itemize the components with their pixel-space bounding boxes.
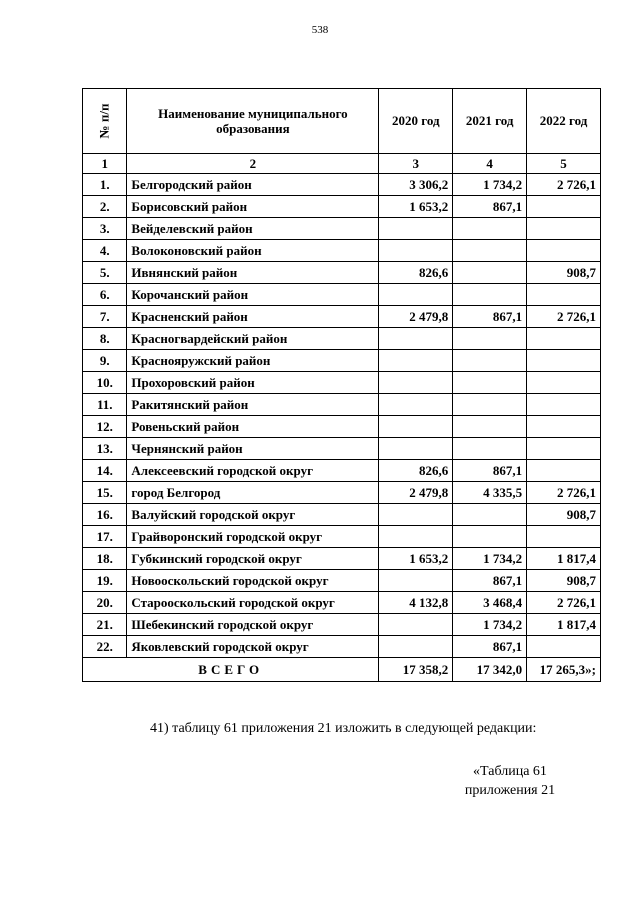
municipality-name: Валуйский городской округ: [127, 504, 379, 526]
row-number: 15.: [83, 482, 127, 504]
header-2020: 2020 год: [379, 89, 453, 154]
row-number: 3.: [83, 218, 127, 240]
value-2021: [453, 394, 527, 416]
value-2022: 2 726,1: [527, 592, 601, 614]
municipality-name: Ракитянский район: [127, 394, 379, 416]
row-number: 11.: [83, 394, 127, 416]
total-2022: 17 265,3»;: [527, 658, 601, 682]
header-num: [83, 89, 127, 154]
municipality-name: Ровеньский район: [127, 416, 379, 438]
value-2021: [453, 328, 527, 350]
value-2022: [527, 526, 601, 548]
row-number: 19.: [83, 570, 127, 592]
value-2022: [527, 460, 601, 482]
row-number: 7.: [83, 306, 127, 328]
value-2020: [379, 394, 453, 416]
table-caption: [440, 762, 580, 800]
table-row: [83, 306, 601, 328]
value-2022: 2 726,1: [527, 306, 601, 328]
table-row: [83, 526, 601, 548]
table-row: [83, 636, 601, 658]
column-number-row: [83, 154, 601, 174]
amendment-instruction: 41) таблицу 61 приложения 21 изложить в следующей редакции:: [150, 721, 537, 736]
table-row: [83, 240, 601, 262]
municipality-name: город Белгород: [127, 482, 379, 504]
value-2020: [379, 438, 453, 460]
value-2020: 2 479,8: [379, 482, 453, 504]
table-row: [83, 394, 601, 416]
value-2022: 908,7: [527, 262, 601, 284]
caption-line: приложения 21: [464, 783, 556, 798]
municipality-name: Корочанский район: [127, 284, 379, 306]
value-2020: [379, 218, 453, 240]
municipality-name: Яковлевский городской округ: [127, 636, 379, 658]
table-row: [83, 460, 601, 482]
header-2022: 2022 год: [527, 89, 601, 154]
municipality-name: Прохоровский район: [127, 372, 379, 394]
value-2021: [453, 526, 527, 548]
value-2021: [453, 438, 527, 460]
value-2021: 867,1: [453, 306, 527, 328]
value-2020: [379, 416, 453, 438]
municipality-name: Алексеевский городской округ: [127, 460, 379, 482]
row-number: 2.: [83, 196, 127, 218]
column-number: 1: [83, 154, 127, 174]
value-2022: [527, 438, 601, 460]
value-2020: 4 132,8: [379, 592, 453, 614]
value-2021: 4 335,5: [453, 482, 527, 504]
value-2020: [379, 240, 453, 262]
municipality-name: Вейделевский район: [127, 218, 379, 240]
value-2022: 2 726,1: [527, 482, 601, 504]
municipality-name: Красногвардейский район: [127, 328, 379, 350]
value-2020: 2 479,8: [379, 306, 453, 328]
table-row: [83, 570, 601, 592]
value-2022: [527, 372, 601, 394]
value-2022: [527, 416, 601, 438]
table-row: [83, 328, 601, 350]
value-2022: [527, 196, 601, 218]
municipality-name: Ивнянский район: [127, 262, 379, 284]
table-header-row: [83, 89, 601, 154]
value-2021: 3 468,4: [453, 592, 527, 614]
value-2020: 3 306,2: [379, 174, 453, 196]
value-2020: [379, 328, 453, 350]
municipality-name: Борисовский район: [127, 196, 379, 218]
table-row: [83, 504, 601, 526]
value-2022: [527, 240, 601, 262]
row-number: 9.: [83, 350, 127, 372]
row-number: 22.: [83, 636, 127, 658]
column-number: 3: [379, 154, 453, 174]
value-2021: 867,1: [453, 636, 527, 658]
value-2022: 2 726,1: [527, 174, 601, 196]
table-row: [83, 174, 601, 196]
value-2022: [527, 636, 601, 658]
total-2021: 17 342,0: [453, 658, 527, 682]
value-2021: [453, 240, 527, 262]
row-number: 8.: [83, 328, 127, 350]
row-number: 4.: [83, 240, 127, 262]
row-number: 21.: [83, 614, 127, 636]
value-2021: [453, 372, 527, 394]
value-2020: [379, 526, 453, 548]
table-row: [83, 438, 601, 460]
value-2020: [379, 504, 453, 526]
value-2020: [379, 614, 453, 636]
value-2020: 826,6: [379, 460, 453, 482]
value-2021: [453, 262, 527, 284]
value-2021: 1 734,2: [453, 174, 527, 196]
budget-table: [82, 88, 601, 682]
value-2020: [379, 350, 453, 372]
table-row: [83, 284, 601, 306]
row-number: 14.: [83, 460, 127, 482]
row-number: 18.: [83, 548, 127, 570]
value-2022: [527, 350, 601, 372]
header-2021: 2021 год: [453, 89, 527, 154]
value-2021: [453, 218, 527, 240]
municipality-name: Белгородский район: [127, 174, 379, 196]
value-2021: 867,1: [453, 570, 527, 592]
value-2020: 1 653,2: [379, 196, 453, 218]
value-2022: [527, 328, 601, 350]
value-2021: 1 734,2: [453, 614, 527, 636]
row-number: 6.: [83, 284, 127, 306]
value-2021: [453, 416, 527, 438]
row-number: 20.: [83, 592, 127, 614]
value-2021: [453, 504, 527, 526]
row-number: 16.: [83, 504, 127, 526]
municipality-name: Чернянский район: [127, 438, 379, 460]
page-number: 538: [311, 24, 329, 36]
table-row: [83, 350, 601, 372]
value-2020: 1 653,2: [379, 548, 453, 570]
municipality-name: Красненский район: [127, 306, 379, 328]
header-name: Наименование муниципального образования: [127, 89, 379, 154]
column-number: 2: [127, 154, 379, 174]
municipality-name: Грайворонский городской округ: [127, 526, 379, 548]
municipality-name: Старооскольский городской округ: [127, 592, 379, 614]
table-row: [83, 416, 601, 438]
value-2022: 1 817,4: [527, 548, 601, 570]
value-2020: [379, 570, 453, 592]
value-2020: [379, 284, 453, 306]
header-num-label: № п/п: [96, 103, 112, 139]
column-number: 4: [453, 154, 527, 174]
value-2021: 1 734,2: [453, 548, 527, 570]
total-2020: 17 358,2: [379, 658, 453, 682]
municipality-name: Новооскольский городской округ: [127, 570, 379, 592]
value-2022: [527, 394, 601, 416]
table-row: [83, 592, 601, 614]
row-number: 10.: [83, 372, 127, 394]
table-row: [83, 482, 601, 504]
table-row: [83, 372, 601, 394]
table-row: [83, 262, 601, 284]
value-2022: [527, 284, 601, 306]
row-number: 5.: [83, 262, 127, 284]
value-2022: 908,7: [527, 504, 601, 526]
value-2022: [527, 218, 601, 240]
row-number: 12.: [83, 416, 127, 438]
row-number: 13.: [83, 438, 127, 460]
table-row: [83, 614, 601, 636]
row-number: 17.: [83, 526, 127, 548]
table-row: [83, 548, 601, 570]
municipality-name: Волоконовский район: [127, 240, 379, 262]
column-number: 5: [527, 154, 601, 174]
value-2020: [379, 636, 453, 658]
table-row: [83, 196, 601, 218]
value-2021: 867,1: [453, 196, 527, 218]
table-row: [83, 218, 601, 240]
caption-line: «Таблица 61: [473, 764, 547, 779]
value-2021: [453, 350, 527, 372]
row-number: 1.: [83, 174, 127, 196]
municipality-name: Губкинский городской округ: [127, 548, 379, 570]
municipality-name: Шебекинский городской округ: [127, 614, 379, 636]
value-2022: 1 817,4: [527, 614, 601, 636]
total-row: [83, 658, 601, 682]
value-2021: [453, 284, 527, 306]
value-2022: 908,7: [527, 570, 601, 592]
value-2021: 867,1: [453, 460, 527, 482]
total-label: ВСЕГО: [83, 658, 379, 682]
value-2020: 826,6: [379, 262, 453, 284]
municipality-name: Краснояружский район: [127, 350, 379, 372]
value-2020: [379, 372, 453, 394]
